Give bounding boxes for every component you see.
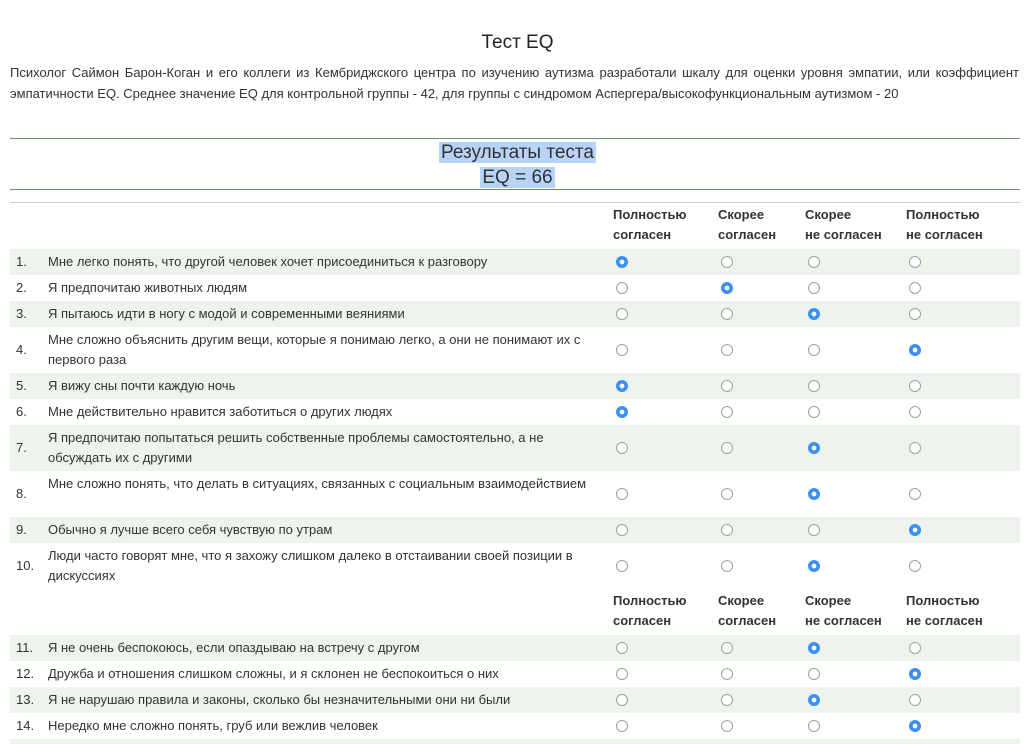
answer-radio[interactable] — [721, 720, 733, 732]
table-row — [10, 661, 1020, 687]
question-number: 9. — [16, 522, 27, 537]
column-header-line: Скорее — [718, 207, 765, 222]
answer-radio[interactable] — [616, 560, 628, 572]
question-text: Я не очень беспокоюсь, если опаздываю на встречу с другом — [48, 640, 420, 655]
divider — [10, 202, 1020, 203]
column-header-line: Полностью — [906, 593, 980, 608]
table-row — [10, 687, 1020, 713]
table-row — [10, 713, 1020, 739]
column-header — [613, 591, 687, 631]
answer-radio[interactable] — [808, 488, 820, 500]
question-text: Я вижу сны почти каждую ночь — [48, 378, 236, 393]
answer-radio[interactable] — [721, 668, 733, 680]
answer-radio[interactable] — [616, 488, 628, 500]
answer-radio[interactable] — [616, 694, 628, 706]
column-header-line: Скорее — [805, 207, 852, 222]
question-text: Обычно я лучше всего себя чувствую по утрам — [48, 522, 333, 537]
answer-radio[interactable] — [909, 694, 921, 706]
column-header-line: Скорее — [718, 593, 765, 608]
answer-radio[interactable] — [616, 380, 628, 392]
question-text: Мне сложно понять, что делать в ситуациях, связанных с социальным взаимодействием — [48, 476, 587, 491]
answer-radio[interactable] — [808, 524, 820, 536]
answer-radio[interactable] — [808, 256, 820, 268]
column-header — [805, 591, 882, 631]
answer-radio[interactable] — [721, 642, 733, 654]
question-text: Нередко мне сложно понять, груб или вежлив человек — [48, 718, 378, 733]
answer-radio[interactable] — [808, 344, 820, 356]
answer-radio[interactable] — [909, 524, 921, 536]
answer-radio[interactable] — [616, 344, 628, 356]
answer-radio[interactable] — [808, 282, 820, 294]
column-header-line: Полностью — [613, 207, 687, 222]
column-header-line: согласен — [613, 227, 672, 242]
column-header-line: согласен — [718, 613, 777, 628]
column-header-line: Скорее — [805, 593, 852, 608]
results-block — [0, 140, 1035, 190]
table-row — [10, 543, 1020, 589]
table-row — [10, 249, 1020, 275]
divider — [10, 189, 1020, 190]
table-row — [10, 471, 1020, 517]
column-header-line: согласен — [613, 613, 672, 628]
question-text: Мне легко понять, что другой человек хочет присоединиться к разговору — [48, 254, 488, 269]
answer-radio[interactable] — [721, 282, 733, 294]
column-header — [906, 591, 983, 631]
answer-radio[interactable] — [808, 642, 820, 654]
page-title: Тест EQ — [481, 32, 554, 53]
table-row — [10, 301, 1020, 327]
question-number: 13. — [16, 692, 35, 707]
answer-radio[interactable] — [909, 256, 921, 268]
answer-radio[interactable] — [909, 282, 921, 294]
column-header-line: не согласен — [805, 613, 882, 628]
table-row — [10, 373, 1020, 399]
question-text: Мне сложно объяснить другим вещи, которые я понимаю легко, а они не понимают их с первого раза — [48, 332, 581, 367]
question-number: 7. — [16, 440, 27, 455]
column-header-line: согласен — [718, 227, 777, 242]
answer-radio[interactable] — [721, 344, 733, 356]
column-header — [906, 205, 983, 245]
answer-radio[interactable] — [616, 308, 628, 320]
question-number: 14. — [16, 718, 35, 733]
answer-radio[interactable] — [909, 308, 921, 320]
question-number: 8. — [16, 486, 27, 501]
question-text: Я не нарушаю правила и законы, сколько бы незначительными они ни были — [48, 692, 511, 707]
question-number: 12. — [16, 666, 35, 681]
intro-text: Психолог Саймон Барон-Коган и его коллеги из Кембриджского центра по изучению аутизма разработали шкалу для оценки уровня эмпатии, или коэффициент эмпатичности EQ. Среднее значение EQ для контрольной группы - 42, для группы с синдромом Аспергера/высокофункциональным аутизмом - 20 — [10, 65, 1019, 101]
question-number: 3. — [16, 306, 27, 321]
question-number: 5. — [16, 378, 27, 393]
table-row — [10, 739, 1020, 744]
answer-radio[interactable] — [909, 560, 921, 572]
question-number: 11. — [16, 640, 34, 655]
column-header — [718, 205, 776, 245]
column-header — [718, 591, 776, 631]
column-header-line: Полностью — [906, 207, 980, 222]
answer-radio[interactable] — [616, 642, 628, 654]
question-number: 6. — [16, 404, 27, 419]
answer-radio[interactable] — [721, 488, 733, 500]
answer-radio[interactable] — [808, 308, 820, 320]
answer-radio[interactable] — [616, 442, 628, 454]
answer-radio[interactable] — [616, 256, 628, 268]
answer-radio[interactable] — [909, 442, 921, 454]
column-header-line: не согласен — [906, 613, 983, 628]
answer-radio[interactable] — [808, 380, 820, 392]
answer-radio[interactable] — [721, 256, 733, 268]
answer-radio[interactable] — [616, 406, 628, 418]
answer-radio[interactable] — [808, 694, 820, 706]
answer-radio[interactable] — [808, 406, 820, 418]
divider — [10, 138, 1020, 139]
answer-radio[interactable] — [721, 560, 733, 572]
column-header-line: Полностью — [613, 593, 687, 608]
column-header-line: не согласен — [805, 227, 882, 242]
answer-radio[interactable] — [616, 282, 628, 294]
table-row — [10, 327, 1020, 373]
answer-radio[interactable] — [721, 308, 733, 320]
answer-radio[interactable] — [616, 720, 628, 732]
answer-radio[interactable] — [909, 406, 921, 418]
answer-radio[interactable] — [721, 406, 733, 418]
answer-radio[interactable] — [808, 560, 820, 572]
answer-radio[interactable] — [909, 642, 921, 654]
answer-radio[interactable] — [616, 668, 628, 680]
results-value: EQ = 66 — [482, 167, 553, 188]
question-text: Я предпочитаю животных людям — [48, 280, 248, 295]
question-text: Люди часто говорят мне, что я захожу слишком далеко в отстаивании своей позиции в дискуссиях — [48, 548, 573, 583]
question-number: 4. — [16, 342, 27, 357]
answer-radio[interactable] — [721, 524, 733, 536]
answer-radio[interactable] — [909, 488, 921, 500]
answer-radio[interactable] — [808, 720, 820, 732]
answer-radio[interactable] — [721, 694, 733, 706]
question-text: Дружба и отношения слишком сложны, и я склонен не беспокоиться о них — [48, 666, 499, 681]
question-text: Мне действительно нравится заботиться о других людях — [48, 404, 393, 419]
results-title: Результаты теста — [441, 142, 594, 163]
table-row — [10, 425, 1020, 471]
question-text: Я предпочитаю попытаться решить собственные проблемы самостоятельно, а не обсуждать их с другими — [48, 430, 544, 465]
table-row — [10, 275, 1020, 301]
answer-radio[interactable] — [808, 668, 820, 680]
column-header-line: не согласен — [906, 227, 983, 242]
question-text: Я пытаюсь идти в ногу с модой и современными веяниями — [48, 306, 405, 321]
question-number: 1. — [16, 254, 27, 269]
answer-radio[interactable] — [909, 668, 921, 680]
column-header — [805, 205, 882, 245]
table-row — [10, 399, 1020, 425]
answer-radio[interactable] — [616, 524, 628, 536]
answer-radio[interactable] — [909, 344, 921, 356]
answer-radio[interactable] — [808, 442, 820, 454]
answer-radio[interactable] — [909, 380, 921, 392]
column-header — [613, 205, 687, 245]
answer-radio[interactable] — [721, 442, 733, 454]
table-row — [10, 635, 1020, 661]
answer-radio[interactable] — [721, 380, 733, 392]
question-number: 10. — [16, 558, 35, 573]
table-row — [10, 517, 1020, 543]
question-number: 2. — [16, 280, 27, 295]
answer-radio[interactable] — [909, 720, 921, 732]
